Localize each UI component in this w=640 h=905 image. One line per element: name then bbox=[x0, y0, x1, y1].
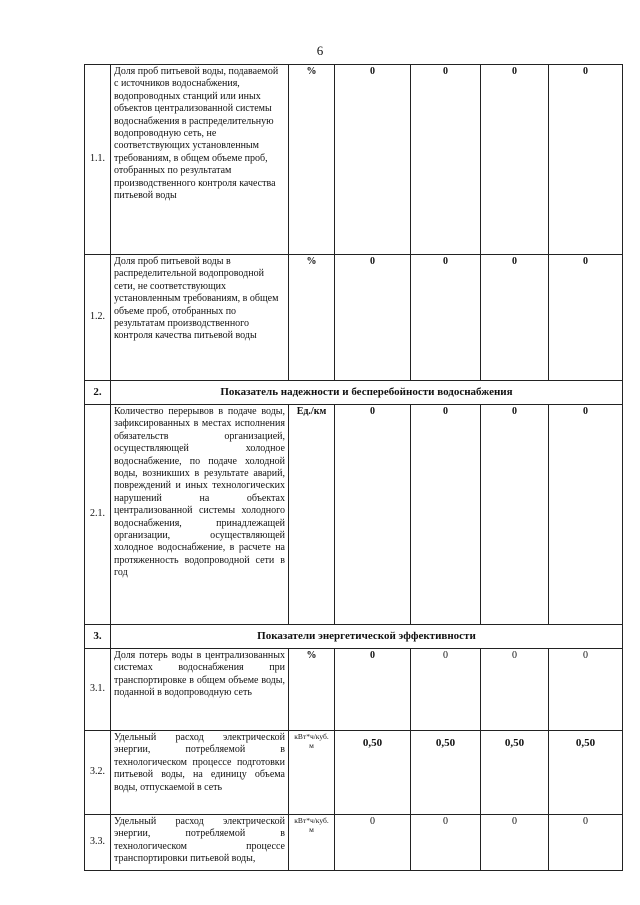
value-cell: 0 bbox=[481, 649, 549, 731]
value-cell: 0,50 bbox=[549, 731, 623, 815]
section-header-row bbox=[85, 625, 623, 649]
value-cell: 0 bbox=[481, 65, 549, 255]
row-number: 3.3. bbox=[85, 815, 111, 871]
value-cell: 0 bbox=[335, 65, 411, 255]
unit-cell: кВт*ч/куб. м bbox=[289, 731, 335, 815]
indicator-description: Удельный расход электрической энергии, потребляемой в технологическом процессе подготовки питьевой воды, на единицу объема воды, отпускаемой в сеть bbox=[111, 731, 289, 815]
indicator-description: Доля проб питьевой воды в распределительной водопроводной сети, не соответствующих установленным требованиям, в общем объеме проб, отобранных по результатам производственного контроля качества питьевой воды bbox=[111, 255, 289, 381]
indicator-description: Доля потерь воды в централизованных системах водоснабжения при транспортировке в общем объеме воды, поданной в водопроводную сеть bbox=[111, 649, 289, 731]
table-row bbox=[85, 649, 623, 731]
value-cell: 0,50 bbox=[411, 731, 481, 815]
value-cell: 0 bbox=[335, 255, 411, 381]
value-cell: 0 bbox=[335, 649, 411, 731]
unit-cell: % bbox=[289, 255, 335, 381]
section-number: 3. bbox=[85, 625, 111, 649]
section-title: Показатели энергетической эффективности bbox=[111, 625, 623, 649]
indicator-description: Количество перерывов в подаче воды, зафиксированных в местах исполнения обязательств организацией, осуществляющей холодное водоснабжение, по подаче холодной воды, возникших в результате аварий, повреждений и иных технологических нарушений на объектах централизованной системы холодного водоснабжения, принадлежащей организации, осуществляющей холодное водоснабжение, в расчете на протяженность водопроводной сети в год bbox=[111, 405, 289, 625]
value-cell: 0 bbox=[411, 65, 481, 255]
row-number: 1.1. bbox=[85, 65, 111, 255]
unit-cell: % bbox=[289, 65, 335, 255]
row-number: 2.1. bbox=[85, 405, 111, 625]
table-row bbox=[85, 731, 623, 815]
value-cell: 0 bbox=[549, 815, 623, 871]
unit-cell: % bbox=[289, 649, 335, 731]
unit-cell: Ед./км bbox=[289, 405, 335, 625]
value-cell: 0 bbox=[335, 405, 411, 625]
value-cell: 0 bbox=[549, 255, 623, 381]
value-cell: 0 bbox=[335, 815, 411, 871]
unit-cell: кВт*ч/куб. м bbox=[289, 815, 335, 871]
row-number: 3.2. bbox=[85, 731, 111, 815]
section-number: 2. bbox=[85, 381, 111, 405]
value-cell: 0 bbox=[549, 405, 623, 625]
table-row bbox=[85, 815, 623, 871]
value-cell: 0 bbox=[411, 649, 481, 731]
value-cell: 0 bbox=[481, 405, 549, 625]
value-cell: 0 bbox=[481, 255, 549, 381]
indicator-description: Удельный расход электрической энергии, потребляемой в технологическом процессе транспортировки питьевой воды, bbox=[111, 815, 289, 871]
indicators-table bbox=[84, 64, 623, 871]
table-row bbox=[85, 65, 623, 255]
row-number: 1.2. bbox=[85, 255, 111, 381]
value-cell: 0 bbox=[411, 255, 481, 381]
table-row bbox=[85, 405, 623, 625]
page-number: 6 bbox=[316, 43, 324, 58]
value-cell: 0,50 bbox=[335, 731, 411, 815]
value-cell: 0 bbox=[411, 405, 481, 625]
section-header-row bbox=[85, 381, 623, 405]
value-cell: 0 bbox=[549, 649, 623, 731]
section-title: Показатель надежности и бесперебойности водоснабжения bbox=[111, 381, 623, 405]
indicator-description: Доля проб питьевой воды, подаваемой с источников водоснабжения, водопроводных станций или иных объектов централизованной системы водоснабжения в распределительную водопроводную сеть, не соответствующих установленным требованиям, в общем объеме проб, отобранных по результатам производственного контроля качества питьевой воды bbox=[111, 65, 289, 255]
row-number: 3.1. bbox=[85, 649, 111, 731]
value-cell: 0 bbox=[549, 65, 623, 255]
value-cell: 0 bbox=[481, 815, 549, 871]
value-cell: 0 bbox=[411, 815, 481, 871]
table-row bbox=[85, 255, 623, 381]
value-cell: 0,50 bbox=[481, 731, 549, 815]
